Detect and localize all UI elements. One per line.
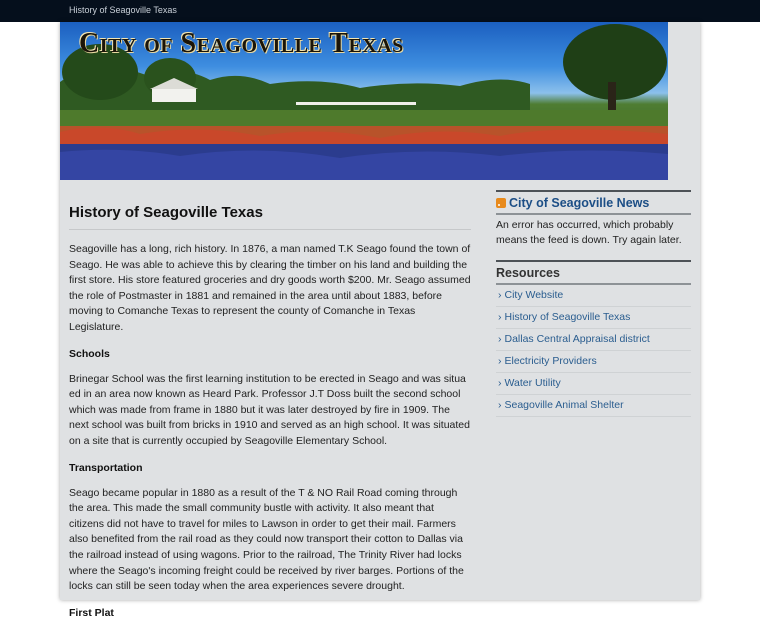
news-widget-label[interactable]: City of Seagoville News: [509, 196, 650, 210]
schools-paragraph: Brinegar School was the first learning institution to be erected in Seago and was situa ed in an area now known as Heard Park. Professor J.T Doss built the second school which was made from frame in 1880 but it was later destroyed by fire in 1909. The next school was built from bricks in 1910 and served as an high school. It was situated on a site that is currently occupied by Seagoville Elementary School.: [69, 372, 470, 447]
main-content: [60, 180, 480, 619]
header-banner-image: [60, 22, 668, 180]
news-error-message: An error has occurred, which probably means the feed is down. Try again later.: [496, 219, 682, 246]
site-title[interactable]: City of Seagoville Texas: [79, 28, 404, 59]
resource-item[interactable]: [496, 373, 691, 395]
resources-list: [496, 285, 691, 417]
page-container: [60, 22, 700, 619]
transportation-heading: Transportation: [69, 461, 143, 474]
resource-item[interactable]: [496, 351, 691, 373]
schools-heading: Schools: [69, 347, 110, 360]
chevron-right-icon: ›: [498, 289, 502, 301]
sidebar: [496, 190, 691, 417]
intro-paragraph: Seagoville has a long, rich history. In 1876, a man named T.K Seago found the town of Seago. He was able to achieve this by clearing the timber on his land and building the first store. His store featured groceries and dry goods worth $200. Mr. Seago assumed the role of Postmaster in 1881 and remained in the area until about 1883, before moving to Comanche Texas to represent the county of Comanche in Texas Legislature.: [69, 243, 471, 333]
resource-item[interactable]: [496, 395, 691, 417]
chevron-right-icon: ›: [498, 333, 502, 345]
resource-link-appraisal[interactable]: Dallas Central Appraisal district: [504, 333, 650, 345]
resource-item[interactable]: [496, 285, 691, 307]
chevron-right-icon: ›: [498, 311, 502, 323]
page-title: History of Seagoville Texas: [69, 204, 471, 230]
news-widget-title[interactable]: [496, 190, 691, 215]
resource-link-history[interactable]: History of Seagoville Texas: [504, 311, 631, 323]
chevron-right-icon: ›: [498, 355, 502, 367]
top-bar: [0, 0, 760, 22]
first-plat-heading: First Plat: [69, 606, 114, 619]
chevron-right-icon: ›: [498, 377, 502, 389]
resource-link-electricity[interactable]: Electricity Providers: [504, 355, 597, 367]
chevron-right-icon: ›: [498, 399, 502, 411]
resource-link-animal-shelter[interactable]: Seagoville Animal Shelter: [504, 399, 624, 411]
resource-item[interactable]: [496, 329, 691, 351]
rss-icon[interactable]: [496, 198, 506, 208]
resource-link-water[interactable]: Water Utility: [504, 377, 561, 389]
top-bar-home-link[interactable]: History of Seagoville Texas: [69, 5, 177, 15]
transportation-paragraph: Seago became popular in 1880 as a result of the T & NO Rail Road coming through the area. This made the small community bustle with activity. It also meant that citizens did not have to travel for miles to Lawson in order to get their mail. Farmers also benefited from the rail road as they could now transport their cotton to Dallas via the railroad instead of using wagons. Prior to the railroad, The Trinity River had locks where the Seago's incoming freight could be received by river barges. Portions of the locks can still be seen today when the area experiences severe drought.: [69, 486, 464, 593]
resource-item[interactable]: [496, 307, 691, 329]
resource-link-city-website[interactable]: City Website: [504, 289, 564, 301]
resources-title: Resources: [496, 260, 691, 285]
